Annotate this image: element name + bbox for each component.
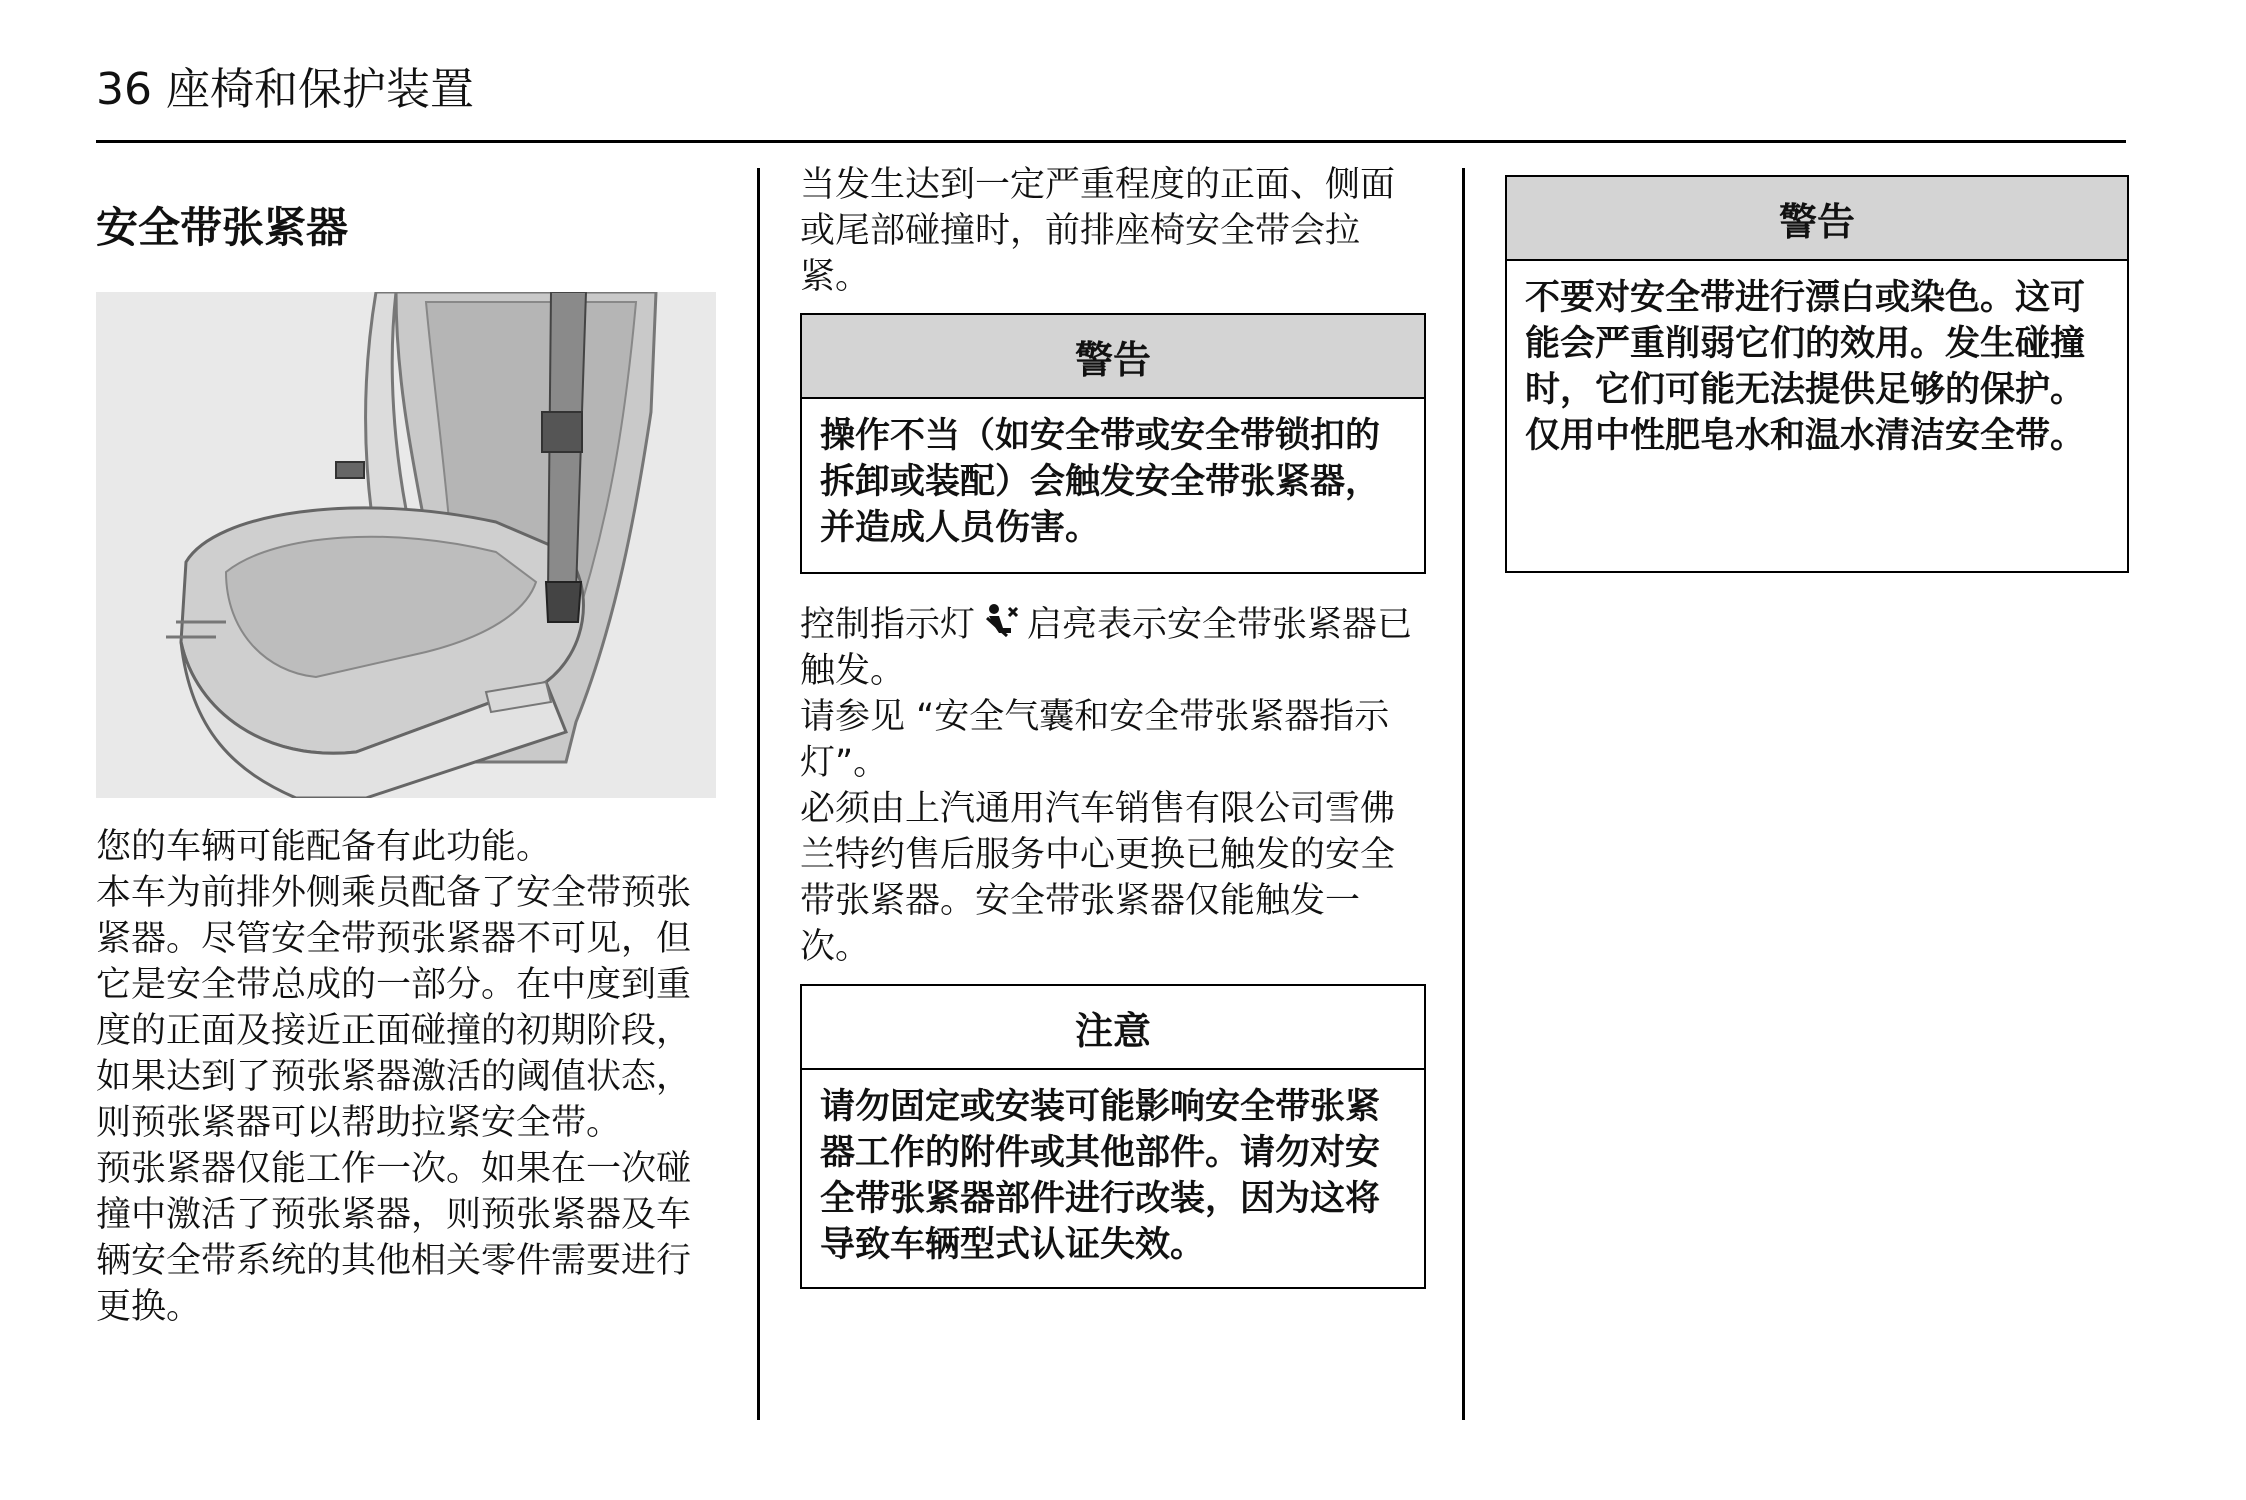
warning-box-2	[1505, 175, 2129, 573]
paragraph	[800, 602, 1425, 694]
indicator-text-after: 启亮表示安全带张紧器已触发。	[800, 605, 1413, 691]
column-divider-right	[1462, 168, 1465, 1420]
warning-body	[1507, 261, 2127, 473]
warning-title: 警告	[802, 315, 1424, 399]
warning-paragraph: 仅用中性肥皂水和温水清洁安全带。	[1525, 416, 2086, 456]
paragraph: 您的车辆可能配备有此功能。	[96, 827, 552, 867]
paragraph: 必须由上汽通用汽车销售有限公司雪佛兰特约售后服务中心更换已触发的安全带张紧器。安全带张紧器仅能触发一次。	[800, 789, 1396, 967]
column-1-body	[96, 824, 721, 1330]
warning-box-1	[800, 313, 1426, 574]
section-title: 安全带张紧器	[96, 203, 349, 252]
paragraph: 当发生达到一定严重程度的正面、侧面或尾部碰撞时，前排座椅安全带会拉紧。	[800, 165, 1396, 297]
warning-body: 操作不当（如安全带或安全带锁扣的拆卸或装配）会触发安全带张紧器，并造成人员伤害。	[820, 416, 1381, 548]
indicator-text-before: 控制指示灯	[800, 605, 976, 645]
chapter-title: 座椅和保护装置	[166, 64, 474, 115]
notice-box	[800, 984, 1426, 1289]
column-2-indicator-text	[800, 602, 1425, 970]
notice-title: 注意	[802, 986, 1424, 1070]
header-rule	[96, 140, 2126, 143]
column-2-intro	[800, 162, 1425, 300]
column-divider-left	[757, 168, 760, 1420]
paragraph: 本车为前排外侧乘员配备了安全带预张紧器。尽管安全带预张紧器不可见，但它是安全带总成的一部分。在中度到重度的正面及接近正面碰撞的初期阶段，如果达到了预张紧器激活的阈值状态，则预张紧器可以帮助拉紧安全带。	[96, 873, 692, 1143]
warning-paragraph: 不要对安全带进行漂白或染色。这可能会严重削弱它们的效用。发生碰撞时，它们可能无法提供足够的保护。	[1525, 278, 2086, 410]
seatbelt-tensioner-warning-icon	[981, 602, 1021, 642]
paragraph: 预张紧器仅能工作一次。如果在一次碰撞中激活了预张紧器，则预张紧器及车辆安全带系统的其他相关零件需要进行更换。	[96, 1149, 692, 1327]
see-also-link: 请参见 “安全气囊和安全带张紧器指示灯”。	[800, 697, 1390, 783]
seat-illustration	[96, 292, 716, 798]
notice-body: 请勿固定或安装可能影响安全带张紧器工作的附件或其他部件。请勿对安全带张紧器部件进行改装，因为这将导致车辆型式认证失效。	[820, 1087, 1381, 1265]
warning-title: 警告	[1507, 177, 2127, 261]
page-number: 36	[96, 64, 152, 115]
page-header	[96, 62, 474, 118]
